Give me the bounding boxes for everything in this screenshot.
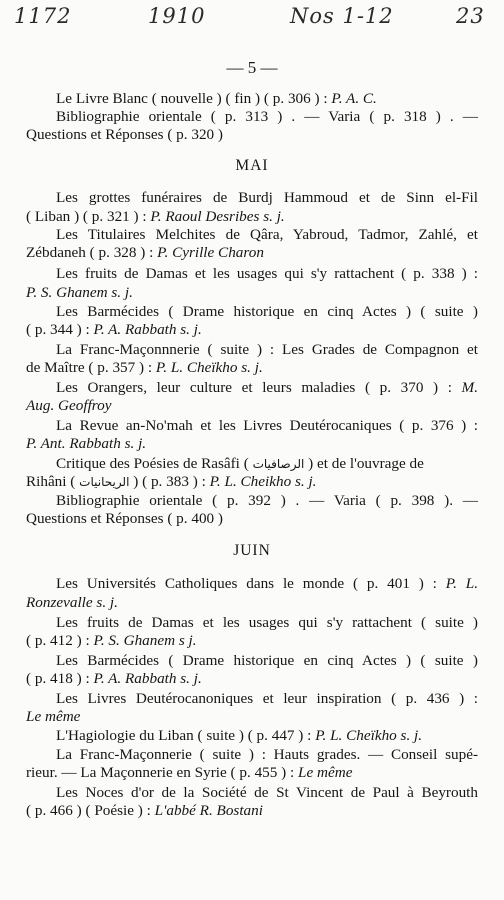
entry-line: Aug. Geoffroy [26,397,112,414]
entry-line: Ronzevalle s. j. [26,594,118,611]
entry-line: Bibliographie orientale ( p. 392 ) . — Varia ( p. 398 ). — [56,492,478,509]
page-number: — 5 — [226,58,278,77]
entry-line: Questions et Réponses ( p. 400 ) [26,510,223,527]
entry-line: Critique des Poésies de Rasâfi ( الرصافيات ) et de l'ouvrage de [56,455,424,472]
handwritten-note-2: 1910 [148,4,206,28]
entry-line: Le même [26,708,81,725]
handwritten-note-3: Nos 1-12 [290,4,394,28]
entry-line: ( p. 418 ) : P. A. Rabbath s. j. [26,670,202,687]
entry-line: de Maître ( p. 357 ) : P. L. Cheïkho s. j. [26,359,263,376]
entry-line: P. S. Ghanem s. j. [26,284,133,301]
entry-line: ( p. 412 ) : P. S. Ghanem s j. [26,632,197,649]
entry-line: ( p. 344 ) : P. A. Rabbath s. j. [26,321,202,338]
section-heading-juin: JUIN [233,542,271,559]
entry-line: La Revue an-No'mah et les Livres Deutérocaniques ( p. 376 ) : [56,417,478,434]
entry-line: Les Noces d'or de la Société de St Vincent de Paul à Beyrouth [56,784,478,801]
entry-line: rieur. — La Maçonnerie en Syrie ( p. 455 ) : Le même [26,764,353,781]
entry-line: Les fruits de Damas et les usages qui s'y rattachent ( suite ) [56,614,478,631]
entry-line: Les Titulaires Melchites de Qâra, Yabroud, Tadmor, Zahlé, et [56,226,478,243]
entry-line: Bibliographie orientale ( p. 313 ) . — Varia ( p. 318 ) . — [56,108,478,125]
entry-line: Le Livre Blanc ( nouvelle ) ( fin ) ( p. 306 ) : P. A. C. [56,90,377,107]
entry-line: Les Universités Catholiques dans le monde ( p. 401 ) : P. L. [56,575,479,592]
entry-line: La Franc-Maçonnerie ( suite ) : Hauts grades. — Conseil supé- [56,746,478,763]
entry-line: Les Barmécides ( Drame historique en cinq Actes ) ( suite ) [56,303,478,320]
entry-line: Les Orangers, leur culture et leurs maladies ( p. 370 ) : M. [56,379,478,396]
section-heading-mai: MAI [235,157,269,174]
entry-line: ( p. 466 ) ( Poésie ) : L'abbé R. Bostani [26,802,263,819]
entry-line: La Franc-Maçonnnerie ( suite ) : Les Grades de Compagnon et [56,341,478,358]
entry-line: Rihâni ( الريحانيات ) ( p. 383 ) : P. L. Cheikho s. j. [26,473,317,490]
handwritten-note-1: 1172 [14,4,72,28]
entry-line: P. Ant. Rabbath s. j. [26,435,147,452]
entry-line: Les grottes funéraires de Burdj Hammoud et de Sinn el-Fil [56,189,478,206]
entry-line: Zébdaneh ( p. 328 ) : P. Cyrille Charon [26,244,264,261]
entry-line: Les fruits de Damas et les usages qui s'y rattachent ( p. 338 ) : [56,265,478,282]
handwritten-note-4: 23 [456,4,485,28]
entry-line: Questions et Réponses ( p. 320 ) [26,126,223,143]
entry-line: L'Hagiologie du Liban ( suite ) ( p. 447 ) : P. L. Cheïkho s. j. [56,727,423,744]
entry-line: Les Livres Deutérocanoniques et leur inspiration ( p. 436 ) : [56,690,478,707]
entry-line: Les Barmécides ( Drame historique en cinq Actes ) ( suite ) [56,652,478,669]
entry-line: ( Liban ) ( p. 321 ) : P. Raoul Desribes s. j. [26,208,285,225]
